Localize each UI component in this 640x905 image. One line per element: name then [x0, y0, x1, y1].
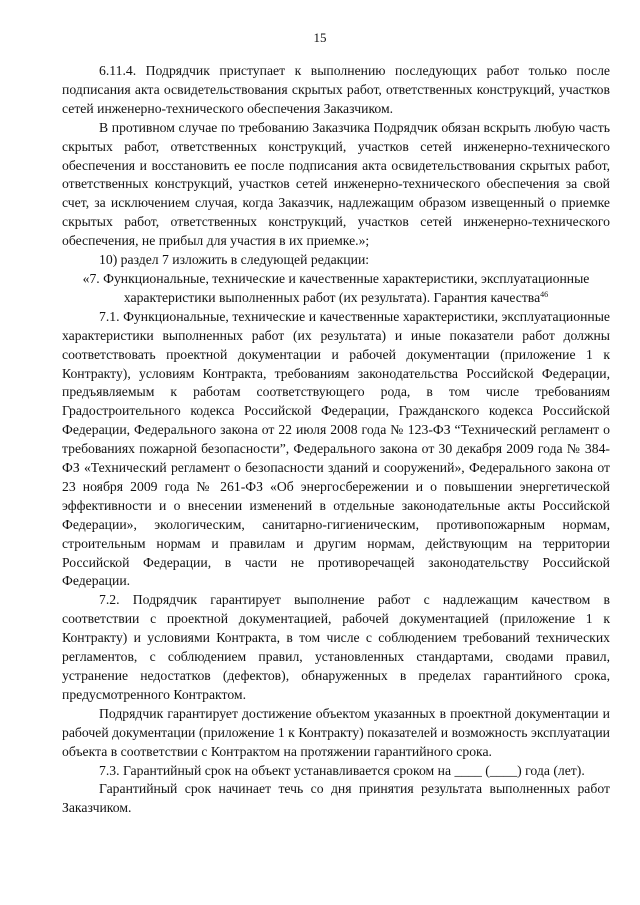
- paragraph-otherwise: В противном случае по требованию Заказчика Подрядчик обязан вскрыть любую часть скрытых работ, ответственных конструкций, участков сетей инженерно-технического обеспечения и восстановить ее после подписания акта освидетельствования скрытых работ, ответственных конструкций, участков сетей инженерно-технического обеспечения за свой счет, за исключением случая, когда Заказчик, надлежащим образом извещенный о приемке скрытых работ, ответственных конструкций, участков сетей инженерно-технического обеспечения, не прибыл для участия в их приемке.»;: [62, 119, 610, 249]
- section-7-heading: [62, 270, 610, 308]
- paragraph-7-2: 7.2. Подрядчик гарантирует выполнение работ с надлежащим качеством в соответствии с проектной документацией, рабочей документацией (приложение 1 к Контракту) и условиями Контракта, в том числе с соблюдением требований технических регламентов, с соблюдением правил, установленных стандартами, сводами правил, устранение недостатков (дефектов), обнаруженных в пределах гарантийного срока, предусмотренного Контрактом.: [62, 592, 610, 702]
- paragraph-guarantee: Подрядчик гарантирует достижение объектом указанных в проектной документации и рабочей документации (приложение 1 к Контракту) показателей и возможность эксплуатации объекта в соответствии с Контрактом на протяжении гарантийного срока.: [62, 705, 610, 759]
- page-number: 15: [313, 30, 327, 45]
- document-body: [62, 62, 610, 818]
- footnote-ref: 46: [540, 289, 549, 299]
- paragraph-7-3: 7.3. Гарантийный срок на объект устанавливается сроком на ____ (____) года (лет).: [99, 762, 585, 778]
- section-7-heading-text: «7. Функциональные, технические и качественные характеристики, эксплуатационные характеристики выполненных работ (их результата). Гарантия качества: [82, 270, 590, 305]
- paragraph-6-11-4: 6.11.4. Подрядчик приступает к выполнению последующих работ только после подписания акта освидетельствования скрытых работ, ответственных конструкций, участков сетей инженерно-технического обеспечения Заказчиком.: [62, 63, 610, 116]
- paragraph-10: 10) раздел 7 изложить в следующей редакции:: [99, 252, 370, 268]
- paragraph-7-1: 7.1. Функциональные, технические и качественные характеристики, эксплуатационные характеристики выполненных работ (их результата) и иные показатели работ должны соответствовать проектной документации и рабочей документации (приложение 1 к Контракту), условиям Контракта, требованиям законодательства Российской Федерации, предъявляемым к работам соответствующего рода, в том числе требованиям Градостроительного кодекса Российской Федерации, Гражданского кодекса Российской Федерации, Федерального закона от 22 июля 2008 года № 123-ФЗ “Технический регламент о требованиях пожарной безопасности”, Федерального закона от 30 декабря 2009 года № 384-ФЗ «Технический регламент о безопасности зданий и сооружений», Федерального закона от 23 ноября 2009 года № 261-ФЗ «Об энергосбережении и о повышении энергетической эффективности и о внесении изменений в отдельные законодательные акты Российской Федерации», экологическим, санитарно-гигиеническим, противопожарным нормам, строительным нормам и правилам и другим нормам, действующим на территории Российской Федерации, в части не противоречащей законодательству Российской Федерации.: [62, 308, 610, 589]
- paragraph-warranty-start: Гарантийный срок начинает течь со дня принятия результата выполненных работ Заказчиком.: [62, 781, 610, 816]
